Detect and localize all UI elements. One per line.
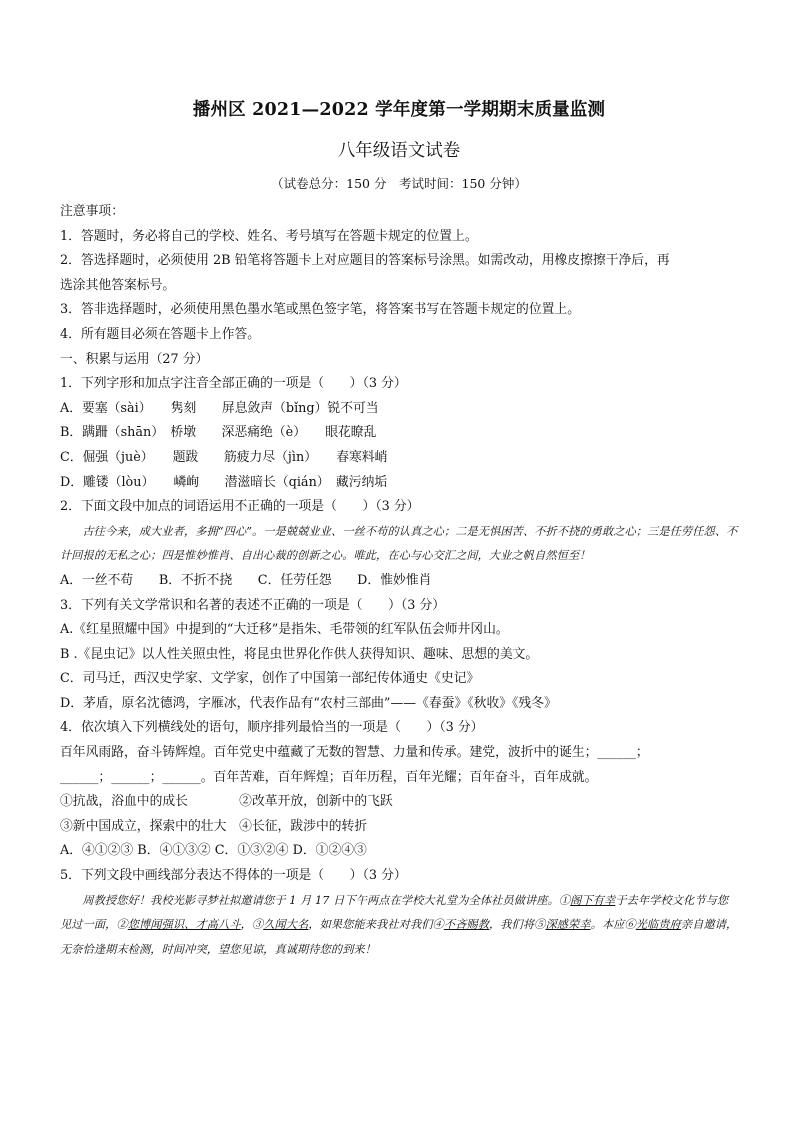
question-4-stem: 4．依次填入下列横线处的语句，顺序排列最恰当的一项是（ ）（3 分） [60, 720, 484, 736]
passage-text: 周教授您好！我校光影寻梦社拟邀请您于 1 月 17 日下午两点在学校大礼堂为全体社员做讲座。① [82, 893, 571, 907]
passage-text: ，我们将⑤ [488, 918, 546, 932]
question-2-passage: 古往今来，成大业者，多拥“四心”。一是兢兢业业、一丝不苟的认真之心；二是无惧困苦、不折不挠的勇敢之心；三是任劳任怨、不计回报的无私之心；四是惟妙惟肖、自出心裁的创新之心。唯此，在心与心交汇之间，大业之帆自然恒至！ [60, 524, 738, 563]
notice-item: 3．答非选择题时，必须使用黑色墨水笔或黑色签字笔，将答案书写在答题卡规定的位置上。 [60, 302, 581, 318]
exam-page [60, 96, 738, 962]
question-5-stem: 5．下列文段中画线部分表达不得体的一项是（ ）（3 分） [60, 868, 407, 884]
question-4-text: 百年风雨路，奋斗铸辉煌。百年党史中蕴藏了无数的智慧、力量和传承。建党，波折中的诞生；______； [60, 745, 649, 761]
question-4-items: ①抗战，浴血中的成长 ②改革开放，创新中的飞跃 [60, 794, 393, 810]
question-1-option: B．蹒跚（shān） 桥墩 深恶痛绝（è） 眼花瞭乱 [60, 425, 377, 441]
passage-text: ，如果您能来我社对我们④ [308, 918, 444, 932]
underlined-phrase-6: 光临贵府 [635, 918, 681, 932]
notice-item: 选涂其他答案标号。 [60, 277, 176, 293]
passage-text: ，③ [240, 918, 264, 932]
exam-info: （试卷总分：150 分 考试时间：150 分钟） [271, 176, 527, 191]
notice-heading: 注意事项： [60, 204, 124, 219]
question-4-options: A．④①②③ B．④①③② C．①③②④ D．①②④③ [60, 843, 367, 859]
notice-item: 4．所有题目必须在答题卡上作答。 [60, 326, 261, 342]
question-3-option: A.《红星照耀中国》中提到的“大迁移”是指朱、毛带领的红军队伍会师井冈山。 [60, 622, 509, 638]
question-4-items: ③新中国成立，探索中的壮大 ④长征，跋涉中的转折 [60, 818, 368, 834]
notice-item: 2．答选择题时，必须使用 2B 铅笔将答题卡上对应题目的答案标号涂黑。如需改动，用橡皮擦擦干净后，再 [60, 253, 670, 269]
underlined-phrase-1-cont: 幸 [604, 893, 616, 907]
passage-text: 亲自邀请，无奈恰逢期末检测，时间冲突，望您见谅，真诚期待您的到来！ [60, 918, 738, 956]
question-1-option: C．倔强（juè） 题跋 筋疲力尽（jìn） 春寒料峭 [60, 449, 388, 465]
exam-subtitle: 八年级语文试卷 [337, 141, 461, 161]
underlined-phrase-3: 久闻大名 [263, 918, 309, 932]
question-3-option: D．茅盾，原名沈德鸿，字雁冰，代表作品有“农村三部曲”——《春蚕》《秋收》《残冬》 [60, 695, 557, 711]
question-4-text: ______；______；______。百年苦难，百年辉煌；百年历程，百年光耀；百年奋斗，百年成就。 [60, 769, 598, 785]
underlined-phrase-2: 您博闻强识、才高八斗 [127, 918, 241, 932]
underlined-phrase-1: 阁下有 [570, 893, 605, 907]
passage-text: 于去年学校文化节与您见过一面，② [60, 893, 729, 932]
passage-text: 。本应⑥ [590, 918, 636, 932]
question-5-passage [60, 889, 738, 963]
question-1-option: A．要塞（sài） 隽刻 屏息敛声（bǐng）锐不可当 [60, 400, 379, 416]
notice-item: 1．答题时，务必将自己的学校、姓名、考号填写在答题卡规定的位置上。 [60, 228, 478, 244]
question-1-stem: 1．下列字形和加点字注音全部正确的一项是（ ）（3 分） [60, 376, 407, 392]
section-heading: 一、积累与运用（27 分） [60, 351, 209, 367]
question-2-options: A．一丝不苟 B．不折不挠 C．任劳任怨 D．惟妙惟肖 [60, 572, 432, 588]
question-3-stem: 3．下列有关文学常识和名著的表述不正确的一项是（ ）（3 分） [60, 597, 446, 613]
question-1-option: D．雕镂（lòu） 嶙峋 潜滋暗长（qián） 藏污纳垢 [60, 474, 388, 490]
underlined-phrase-5: 深感荣幸 [545, 918, 591, 932]
question-3-option: C．司马迁，西汉史学家、文学家，创作了中国第一部纪传体通史《史记》 [60, 671, 480, 687]
question-3-option: B .《昆虫记》以人性关照虫性，将昆虫世界化作供人获得知识、趣味、思想的美文。 [60, 646, 539, 662]
underlined-phrase-4: 不吝赐 [443, 918, 478, 932]
underlined-phrase-4-cont: 教 [477, 918, 489, 932]
exam-title: 播州区 2021—2022 学年度第一学期期末质量监测 [192, 100, 606, 120]
question-2-stem: 2．下面文段中加点的词语运用不正确的一项是（ ）（3 分） [60, 499, 420, 515]
